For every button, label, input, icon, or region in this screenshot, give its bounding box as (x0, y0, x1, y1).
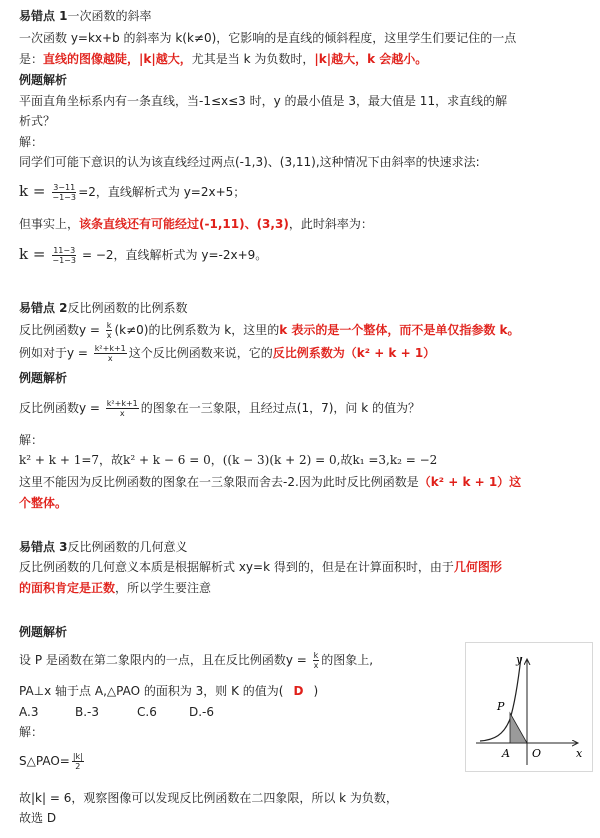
section3-area-formula (19, 750, 86, 772)
para-pre: 设 P 是函数在第二象限内的一点，且在反比例函数y = (19, 653, 311, 667)
section3-para1 (19, 559, 502, 575)
para-pre: PA⊥x 轴于点 A,△PAO 的面积为 3，则 K 的值为( (19, 684, 284, 698)
section3-solution-label: 解： (19, 725, 44, 739)
section2-question (19, 397, 420, 419)
fraction-numerator: |k| (72, 752, 83, 761)
para-mid: (k≠0)的比例系数为 k，这里的 (114, 323, 280, 337)
origin-label: O (532, 747, 542, 760)
section2-solution-label: 解： (19, 433, 44, 447)
y-axis-label: y (516, 653, 523, 666)
section1-para2-mid: 尤其是当 k 为负数时， (191, 52, 315, 66)
option-c: C.6 (137, 705, 157, 719)
fraction-denominator: x (107, 354, 113, 363)
hyperbola-figure (465, 642, 593, 772)
section1-para2-pre: 是： (19, 52, 44, 66)
fraction (106, 399, 139, 418)
section1-para2 (19, 51, 427, 67)
section3-example-title: 例题解析 (19, 625, 68, 639)
section2-emphasis2: 反比例系数为（k² + k + 1） (272, 346, 436, 360)
section1-emphasis3: 该条直线还有可能经过(-1,11)、(3,3) (79, 217, 289, 231)
section3-question-line2 (19, 683, 318, 699)
fraction-denominator: x (313, 661, 319, 670)
section2-example-title: 例题解析 (19, 371, 68, 385)
fraction-numerator: k²+k+1 (94, 344, 126, 353)
fraction (313, 651, 320, 670)
section3-conclusion2: 故选 D (19, 811, 57, 825)
x-axis-label: x (576, 747, 583, 760)
fraction-numerator: k²+k+1 (106, 399, 138, 408)
section2-para1 (19, 320, 520, 340)
para-mid: 这个反比例函数来说，它的 (128, 346, 273, 360)
section1-heading-title: 一次函数的斜率 (67, 9, 152, 23)
fraction-numerator: k (313, 651, 319, 660)
section2-conclusion2: 个整体。 (19, 496, 68, 510)
section3-heading (19, 539, 188, 555)
fraction (72, 752, 84, 771)
section1-heading-number: 易错点 1 (19, 9, 68, 23)
fraction-denominator: −1−3 (52, 256, 76, 265)
fraction-denominator: −1−3 (52, 193, 76, 202)
para-pre: 反比例函数y = (19, 323, 104, 337)
section2-equation: k² + k + 1=7，故k² + k − 6 = 0，((k − 3)(k + 2) = 0,故k₁ =3,k₂ = −2 (19, 453, 438, 467)
section3-conclusion1: 故|k| = 6，观察图像可以发现反比例函数在二四象限，所以 k 为负数， (19, 791, 398, 805)
area-pre: S△PAO= (19, 754, 70, 768)
formula-rest: =2，直线解析式为 y=2x+5； (78, 185, 246, 199)
section1-slope-formula2 (19, 243, 267, 266)
section3-heading-number: 易错点 3 (19, 540, 68, 554)
fraction (52, 183, 76, 202)
section1-example-title: 例题解析 (19, 73, 68, 87)
fraction (106, 321, 113, 340)
section1-question-line2: 析式？ (19, 114, 56, 128)
point-p-label: P (497, 700, 505, 713)
fraction (94, 344, 127, 363)
section2-emphasis1: k 表示的是一个整体，而不是单仅指参数 k。 (279, 323, 520, 337)
para-post: 的图象在一三象限，且经过点(1，7)，问 k 的值为？ (140, 401, 420, 415)
section1-emphasis2: |k|越大，k 会越小。 (314, 52, 428, 66)
option-b: B.-3 (75, 705, 100, 719)
formula-lhs: k = (19, 245, 51, 263)
section3-question-line1 (19, 650, 373, 670)
section2-heading (19, 300, 188, 316)
section3-emphasis1: 几何图形 (453, 560, 502, 574)
para-post: ，所以学生要注意 (115, 581, 212, 595)
para-pre: 反比例函数的几何意义本质是根据解析式 xy=k 得到的，但是在计算面积时，由于 (19, 560, 454, 574)
section2-para2 (19, 343, 435, 363)
conclusion-pre: 这里不能因为反比例函数的图象在一三象限而舍去-2.因为此时反比例函数是 (19, 475, 419, 489)
para-pre: 反比例函数y = (19, 401, 104, 415)
section3-heading-title: 反比例函数的几何意义 (67, 540, 188, 554)
but-pre: 但事实上， (19, 217, 80, 231)
para-pre: 例如对于y = (19, 346, 92, 360)
option-a: A.3 (19, 705, 39, 719)
section3-para2 (19, 580, 211, 596)
point-a-label: A (502, 747, 510, 760)
para-post: ) (313, 684, 319, 698)
fraction-denominator: x (119, 409, 125, 418)
fraction-numerator: 11−3 (53, 246, 76, 255)
option-d: D.-6 (189, 705, 215, 719)
but-post: ，此时斜率为： (288, 217, 373, 231)
section1-slope-formula1 (19, 180, 245, 203)
section1-heading (19, 8, 152, 24)
fraction-denominator: 2 (75, 762, 81, 771)
section2-emphasis3: （k² + k + 1）这 (418, 475, 522, 489)
section1-para1: 一次函数 y=kx+b 的斜率为 k(k≠0)，它影响的是直线的倾斜程度，这里学生们要记住的一点 (19, 31, 517, 45)
answer-mark: D (293, 684, 304, 698)
fraction-denominator: x (106, 331, 112, 340)
fraction-numerator: k (106, 321, 112, 330)
section1-solution-label: 解： (19, 135, 44, 149)
section3-emphasis2: 的面积肯定是正数 (19, 581, 116, 595)
section1-but-line (19, 216, 373, 232)
fraction-numerator: 3−11 (53, 183, 76, 192)
formula-rest: = −2，直线解析式为 y=-2x+9。 (78, 248, 268, 262)
section1-question-line1: 平面直角坐标系内有一条直线，当-1≤x≤3 时，y 的最小值是 3，最大值是 11，求直线的解 (19, 94, 508, 108)
section2-heading-number: 易错点 2 (19, 301, 68, 315)
section3-options (19, 704, 214, 720)
section1-emphasis1: 直线的图像越陡，|k|越大， (43, 52, 192, 66)
triangle-pao (510, 713, 527, 743)
section2-heading-title: 反比例函数的比例系数 (67, 301, 188, 315)
section1-solution-text: 同学们可能下意识的认为该直线经过两点(-1,3)、(3,11),这种情况下由斜率的快速求法: (19, 155, 480, 169)
section2-conclusion1 (19, 474, 521, 490)
formula-lhs: k = (19, 182, 51, 200)
para-post: 的图象上, (321, 653, 374, 667)
fraction (52, 246, 76, 265)
